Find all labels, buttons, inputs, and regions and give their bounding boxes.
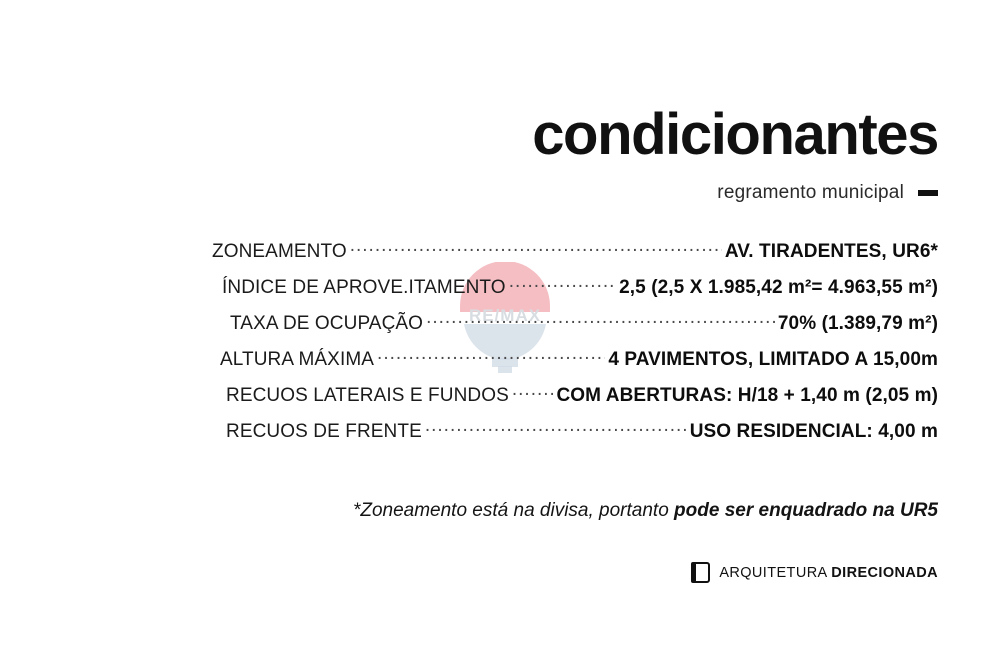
list-item [60, 238, 938, 263]
leader-dots [377, 346, 605, 365]
list-item [60, 418, 938, 443]
row-label: RECUOS DE FRENTE [226, 421, 422, 442]
subtitle-row [532, 182, 938, 204]
row-label: RECUOS LATERAIS E FUNDOS [226, 385, 509, 406]
brand-word-bold: DIRECIONADA [831, 564, 938, 581]
leader-dots [512, 382, 554, 401]
row-label: ÍNDICE DE APROVE.ITAMENTO [222, 277, 506, 298]
row-value: 2,5 (2,5 X 1.985,42 m²= 4.963,55 m²) [619, 277, 938, 298]
row-label: ZONEAMENTO [212, 241, 347, 262]
leader-dots [509, 274, 616, 293]
row-label: TAXA DE OCUPAÇÃO [230, 313, 424, 334]
row-label: ALTURA MÁXIMA [220, 349, 375, 370]
leader-dots [425, 418, 687, 437]
row-value: COM ABERTURAS: H/18 + 1,40 m (2,05 m) [556, 385, 938, 406]
dash-icon [918, 190, 938, 196]
list-item [60, 274, 938, 299]
footnote-bold: pode ser enquadrado na UR5 [674, 500, 938, 521]
row-value: 70% (1.389,79 m²) [777, 313, 938, 334]
page-subtitle: regramento municipal [717, 182, 904, 203]
row-value: USO RESIDENCIAL: 4,00 m [689, 421, 938, 442]
list-item [60, 310, 938, 335]
leader-dots [350, 238, 722, 257]
row-value: AV. TIRADENTES, UR6* [724, 241, 938, 262]
row-value: 4 PAVIMENTOS, LIMITADO A 15,00m [608, 349, 938, 370]
list-item [60, 346, 938, 371]
title-block [532, 102, 938, 204]
list-item [60, 382, 938, 407]
page-title: condicionantes [532, 102, 938, 167]
conditions-list [60, 238, 938, 454]
leader-dots [426, 310, 775, 329]
brand-wordmark [719, 565, 938, 581]
remax-watermark-text: RE/MAX [468, 306, 542, 325]
footnote [353, 500, 938, 522]
book-page-icon [691, 562, 710, 583]
brand-logo [691, 562, 938, 583]
footnote-plain: *Zoneamento está na divisa, portanto [352, 500, 675, 521]
brand-word-light: ARQUITETURA [719, 564, 827, 581]
